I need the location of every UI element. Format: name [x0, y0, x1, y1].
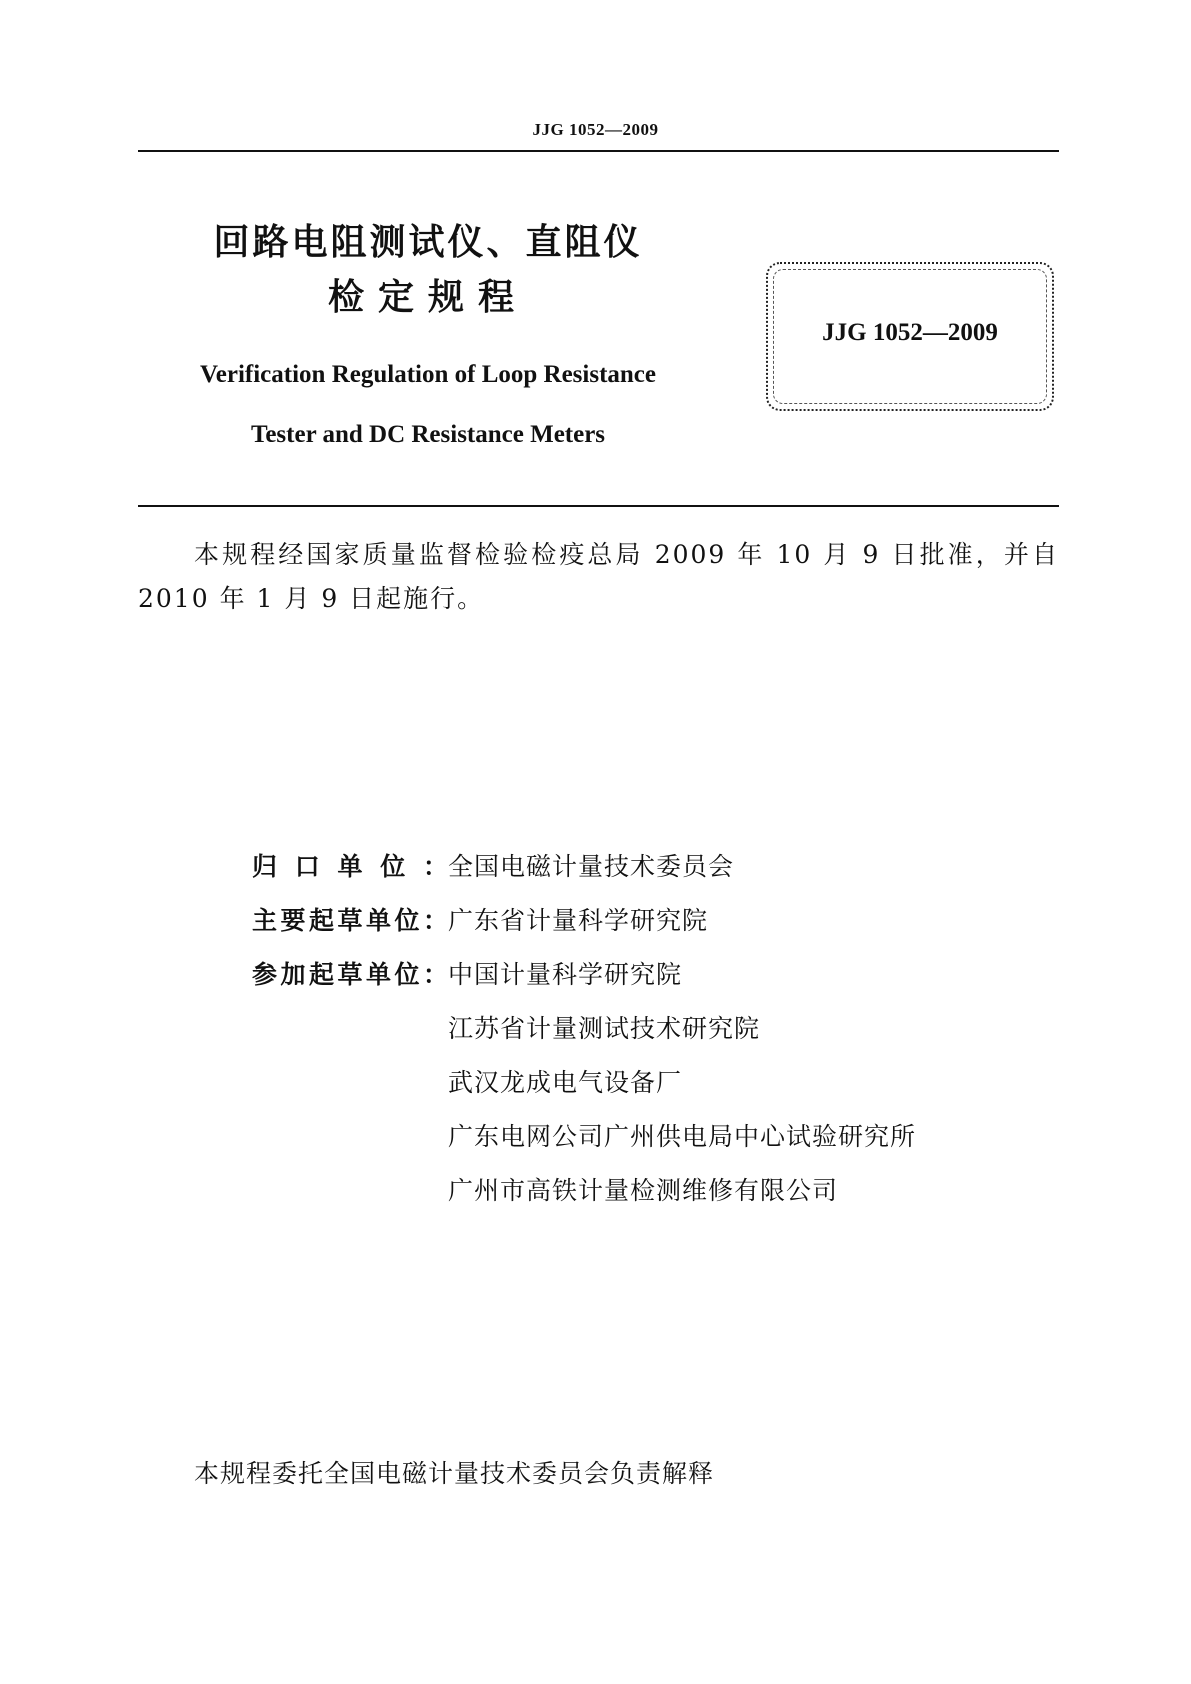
title-english-line2: Tester and DC Resistance Meters: [250, 421, 606, 448]
approval-statement: 本规程经国家质量监督检验检疫总局 2009 年 10 月 9 日批准，并自 2010 年 1 月 9 日起施行。: [138, 540, 1059, 613]
main-drafter-label: 主要起草单位：: [252, 906, 448, 935]
participant-item: 武汉龙成电气设备厂: [448, 1068, 683, 1097]
participant-item: 广东电网公司广州供电局中心试验研究所: [448, 1122, 917, 1151]
responsible-unit-value: 全国电磁计量技术委员会: [448, 852, 735, 881]
participants-label: 参加起草单位：: [252, 960, 448, 989]
regulation-code: JJG 1052—2009: [822, 319, 998, 346]
participants-row: [252, 950, 682, 1000]
regulation-code-box: [766, 262, 1054, 411]
top-divider: [138, 150, 1059, 152]
title-english-line1: Verification Regulation of Loop Resistance: [200, 361, 656, 388]
header-code: JJG 1052—2009: [532, 120, 659, 139]
middle-divider: [138, 505, 1059, 507]
participant-item: 广州市高铁计量检测维修有限公司: [448, 1176, 839, 1205]
title-chinese-line2: 检定规程: [327, 277, 528, 318]
interpretation-note: 本规程委托全国电磁计量技术委员会负责解释: [194, 1459, 715, 1488]
participant-item: 江苏省计量测试技术研究院: [448, 1014, 761, 1043]
responsible-unit-row: [252, 842, 734, 892]
main-drafter-value: 广东省计量科学研究院: [448, 906, 709, 935]
participant-item: 中国计量科学研究院: [448, 960, 683, 989]
title-chinese-line1: 回路电阻测试仪、直阻仪: [213, 222, 643, 263]
main-drafter-row: [252, 896, 708, 946]
responsible-unit-label: 归口单位：: [252, 852, 448, 881]
